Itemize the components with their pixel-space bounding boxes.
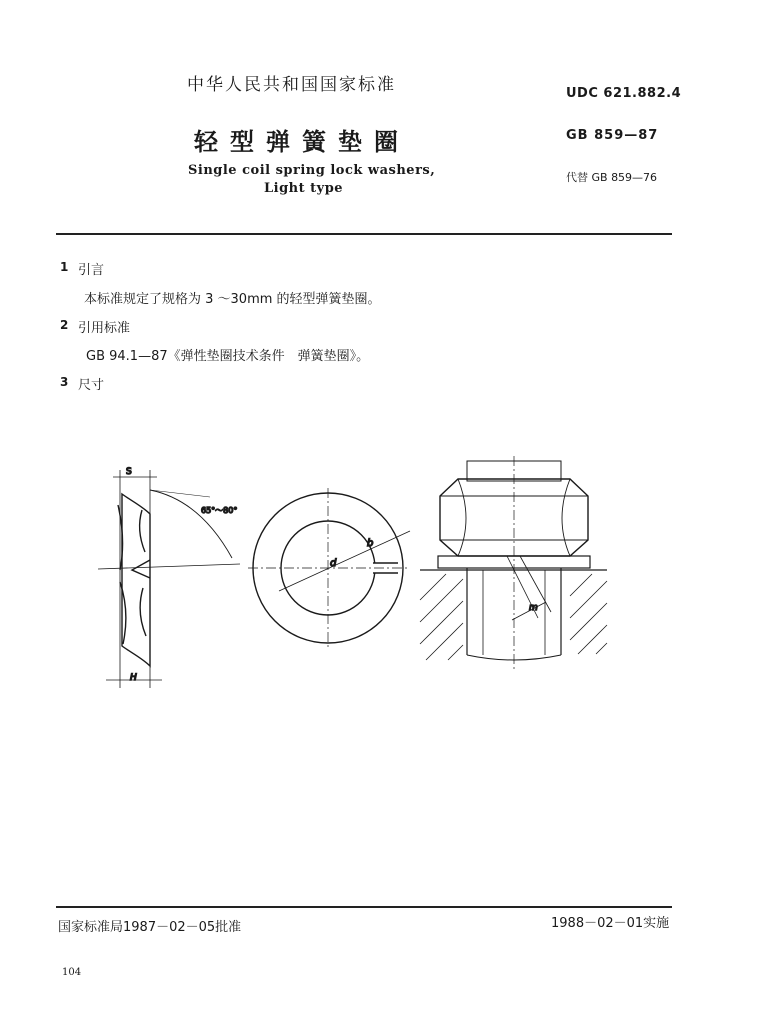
- dimension-label: H: [130, 673, 137, 683]
- footer-divider: [56, 906, 672, 908]
- section-title: 引用标准: [78, 321, 131, 336]
- replaces-standard: 代替 GB 859—76: [566, 171, 658, 184]
- standard-title-en-line1: Single coil spring lock washers,: [188, 163, 436, 178]
- issuing-organization: 中华人民共和国国家标准: [187, 75, 396, 95]
- standard-title-cn: 轻型弹簧垫圈: [194, 127, 410, 156]
- section-body: 本标准规定了规格为 3 ～30mm 的轻型弹簧垫圈。: [84, 292, 381, 307]
- angle-label: 65°～80°: [201, 506, 238, 515]
- dimension-label: b: [367, 538, 374, 549]
- effective-date: 1988－02－01实施: [551, 916, 670, 931]
- udc-code: UDC 621.882.4: [566, 86, 682, 101]
- section-body: GB 94.1—87《弹性垫圈技术条件 弹簧垫圈》。: [86, 349, 370, 364]
- bolt-assembly-view: [420, 456, 607, 670]
- standard-title-en-line2: Light type: [264, 181, 344, 196]
- washer-side-view: [98, 467, 240, 688]
- washer-top-view: [248, 488, 410, 650]
- section-number: 1: [60, 260, 69, 274]
- dimension-label: d: [330, 558, 337, 569]
- standard-number: GB 859—87: [566, 128, 659, 143]
- section-number: 2: [60, 318, 69, 332]
- dimension-label: m: [529, 603, 538, 613]
- section-number: 3: [60, 375, 69, 389]
- section-title: 尺寸: [78, 378, 105, 393]
- section-title: 引言: [78, 263, 105, 278]
- approval-date: 国家标准局1987－02－05批准: [58, 920, 242, 935]
- dimension-label: S: [126, 467, 132, 477]
- page-number: 104: [62, 967, 82, 978]
